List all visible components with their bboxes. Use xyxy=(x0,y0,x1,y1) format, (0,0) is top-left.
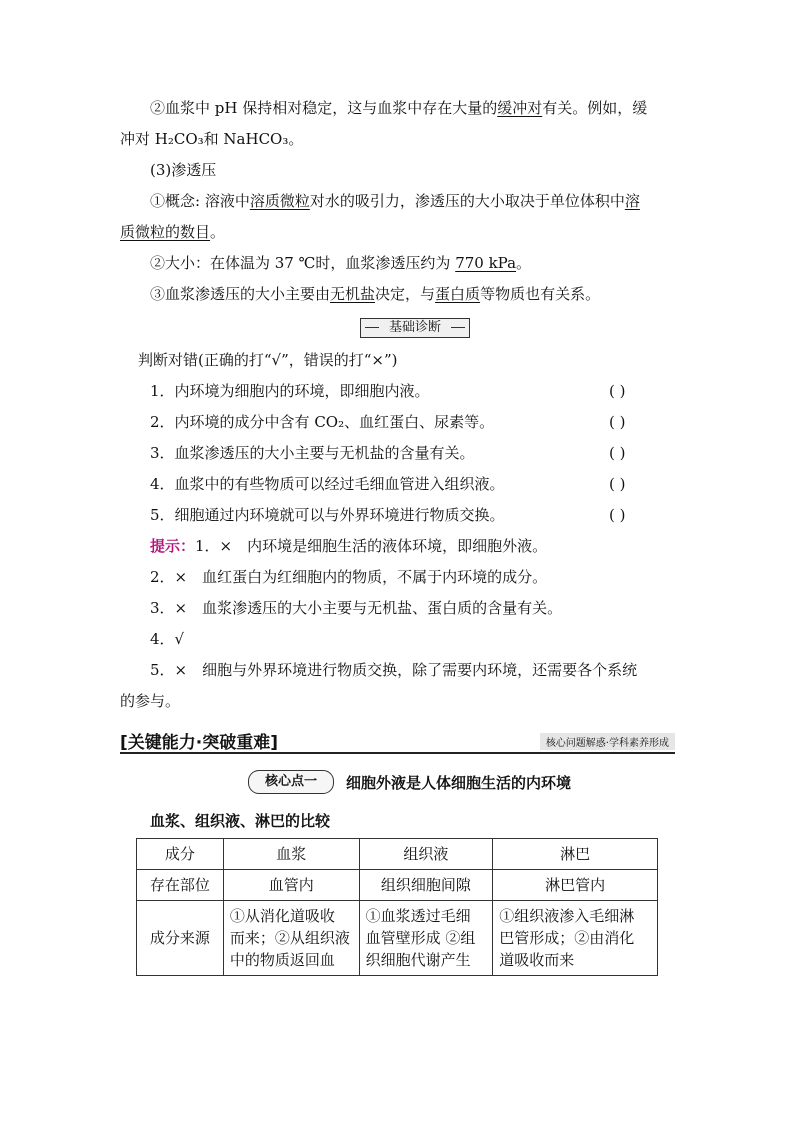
table-cell: 淋巴管内 xyxy=(493,870,658,901)
table-cell: ①血浆透过毛细 血管壁形成 ②组 织细胞代谢产生 xyxy=(359,901,493,976)
hint-line-4: 4．√ xyxy=(150,630,185,648)
section-tag: 核心问题解惑·学科素养形成 xyxy=(540,733,675,750)
table-title: 血浆、组织液、淋巴的比较 xyxy=(150,812,331,830)
hint-line-2: 2．× 血红蛋白为红细胞内的物质，不属于内环境的成分。 xyxy=(150,568,548,586)
hint-line-3: 3．× 血浆渗透压的大小主要与无机盐、蛋白质的含量有关。 xyxy=(150,599,563,617)
main-factor-line: ③血浆渗透压的大小主要由无机盐决定，与蛋白质等物质也有关系。 xyxy=(150,285,601,303)
hint-line-6: 的参与。 xyxy=(120,692,181,710)
question-5: 5．细胞通过内环境就可以与外界环境进行物质交换。 xyxy=(150,506,505,524)
core-point-badge: 核心点一 xyxy=(248,770,334,794)
table-cell: 血管内 xyxy=(223,870,359,901)
ph-line-1: ②血浆中 pH 保持相对稳定，这与血浆中存在大量的缓冲对有关。例如，缓 xyxy=(150,99,648,117)
hint-label: 提示： xyxy=(150,537,196,555)
table-cell: 血浆 xyxy=(223,839,359,870)
table-cell: 淋巴 xyxy=(493,839,658,870)
question-3: 3．血浆渗透压的大小主要与无机盐的含量有关。 xyxy=(150,444,475,462)
section-title: [关键能力·突破重难] xyxy=(120,733,278,753)
section-header xyxy=(120,728,675,754)
concept-line-1: ①概念: 溶液中溶质微粒对水的吸引力，渗透压的大小取决于单位体积中溶 xyxy=(150,192,640,210)
answer-slot-5: ( ) xyxy=(609,506,626,524)
concept-line-2: 质微粒的数目。 xyxy=(120,223,226,241)
table-cell: ①组织液渗入毛细淋 巴管形成；②由消化 道吸收而来 xyxy=(493,901,658,976)
table-row xyxy=(137,901,658,976)
answer-slot-2: ( ) xyxy=(609,413,626,431)
table-cell: 存在部位 xyxy=(137,870,224,901)
core-point-title: 细胞外液是人体细胞生活的内环境 xyxy=(346,774,572,792)
osmotic-heading: (3)渗透压 xyxy=(150,161,217,179)
hint-line-5: 5．× 细胞与外界环境进行物质交换，除了需要内环境，还需要各个系统 xyxy=(150,661,638,679)
question-1: 1．内环境为细胞内的环境，即细胞内液。 xyxy=(150,382,430,400)
answer-slot-1: ( ) xyxy=(609,382,626,400)
buffer-pair-term: 缓冲对 xyxy=(497,99,543,117)
judge-intro: 判断对错(正确的打“√”，错误的打“×”) xyxy=(138,351,398,369)
table-cell: 组织细胞间隙 xyxy=(359,870,493,901)
question-2: 2．内环境的成分中含有 CO₂、血红蛋白、尿素等。 xyxy=(150,413,495,431)
answer-slot-3: ( ) xyxy=(609,444,626,462)
comparison-table xyxy=(136,838,658,976)
table-cell: 成分来源 xyxy=(137,901,224,976)
basic-diagnosis-badge: 基础诊断 xyxy=(360,318,470,338)
table-cell: ①从消化道吸收 而来；②从组织液 中的物质返回血 xyxy=(223,901,359,976)
answer-slot-4: ( ) xyxy=(609,475,626,493)
question-4: 4．血浆中的有些物质可以经过毛细血管进入组织液。 xyxy=(150,475,505,493)
size-line: ②大小：在体温为 37 ℃时，血浆渗透压约为 770 kPa。 xyxy=(150,254,532,272)
table-header-row xyxy=(137,839,658,870)
table-cell: 组织液 xyxy=(359,839,493,870)
table-cell: 成分 xyxy=(137,839,224,870)
table-row xyxy=(137,870,658,901)
hint-line-1: 提示：1．× 内环境是细胞生活的液体环境，即细胞外液。 xyxy=(150,537,548,555)
ph-line-2: 冲对 H₂CO₃和 NaHCO₃。 xyxy=(120,130,304,148)
